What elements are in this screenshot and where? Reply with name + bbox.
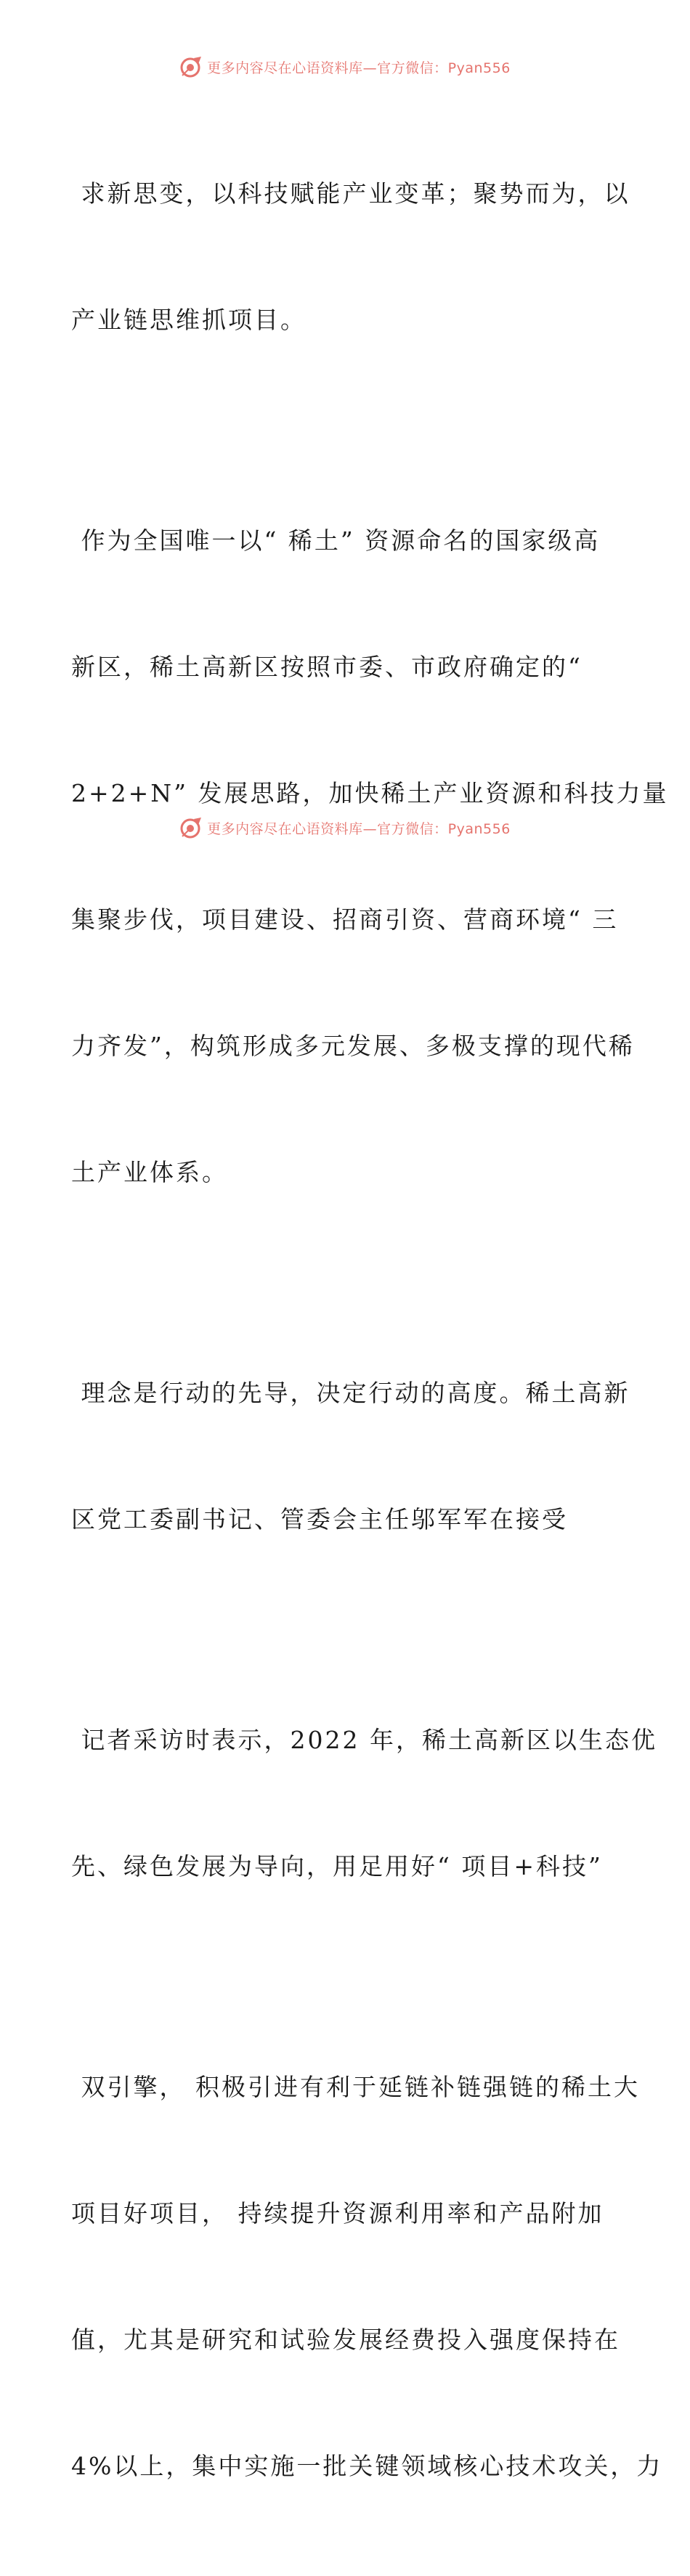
- text-line: 记者采访时表示，2022 年，稀土高新区以生态优: [71, 1726, 657, 1754]
- paragraph-1: [71, 89, 630, 425]
- pen-logo-icon: [179, 816, 203, 839]
- text-line: 新区，稀土高新区按照市委、市政府确定的“: [71, 653, 583, 681]
- text-line: 求新思变，以科技赋能产业变革；聚势而为，以: [71, 179, 630, 208]
- text-line: 区党工委副书记、管委会主任邬军军在接受: [71, 1505, 568, 1533]
- text-line: 力齐发”，构筑形成多元发展、多极支撑的现代稀: [71, 1032, 635, 1060]
- text-line: 集聚步伐，项目建设、招商引资、营商环境“ 三: [71, 905, 619, 934]
- header-banner: [179, 55, 511, 78]
- text-line: 双引擎， 积极引进有利于延链补链强链的稀土大: [71, 2073, 640, 2101]
- paragraph-4: [71, 1635, 657, 1972]
- footer-banner-text: 更多内容尽在心语资料库—官方微信：Pyan556: [207, 820, 511, 837]
- text-line: 土产业体系。: [71, 1158, 228, 1186]
- footer-banner: [179, 816, 511, 839]
- pen-logo-icon: [179, 55, 203, 78]
- header-banner-text: 更多内容尽在心语资料库—官方微信：Pyan556: [207, 60, 511, 76]
- text-line: 项目好项目， 持续提升资源利用率和产品附加: [71, 2199, 604, 2227]
- text-line: 值，尤其是研究和试验发展经费投入强度保持在: [71, 2326, 620, 2354]
- paragraph-5: [71, 1982, 663, 2572]
- text-line: 先、绿色发展为导向，用足用好“ 项目+科技”: [71, 1852, 603, 1880]
- text-line: 理念是行动的先导，决定行动的高度。稀土高新: [71, 1379, 630, 1407]
- page-header: [0, 52, 690, 81]
- paragraph-3: [71, 1288, 630, 1625]
- document-body: [71, 89, 669, 2576]
- text-line: 4%以上，集中实施一批关键领域核心技术攻关，力: [71, 2452, 663, 2480]
- text-line: 产业链思维抓项目。: [71, 306, 307, 334]
- paragraph-2: [71, 436, 669, 1278]
- text-line: 作为全国唯一以“ 稀土” 资源命名的国家级高: [71, 526, 601, 555]
- page-footer: [0, 813, 690, 842]
- text-line: 2+2+N” 发展思路，加快稀土产业资源和科技力量: [71, 779, 669, 807]
